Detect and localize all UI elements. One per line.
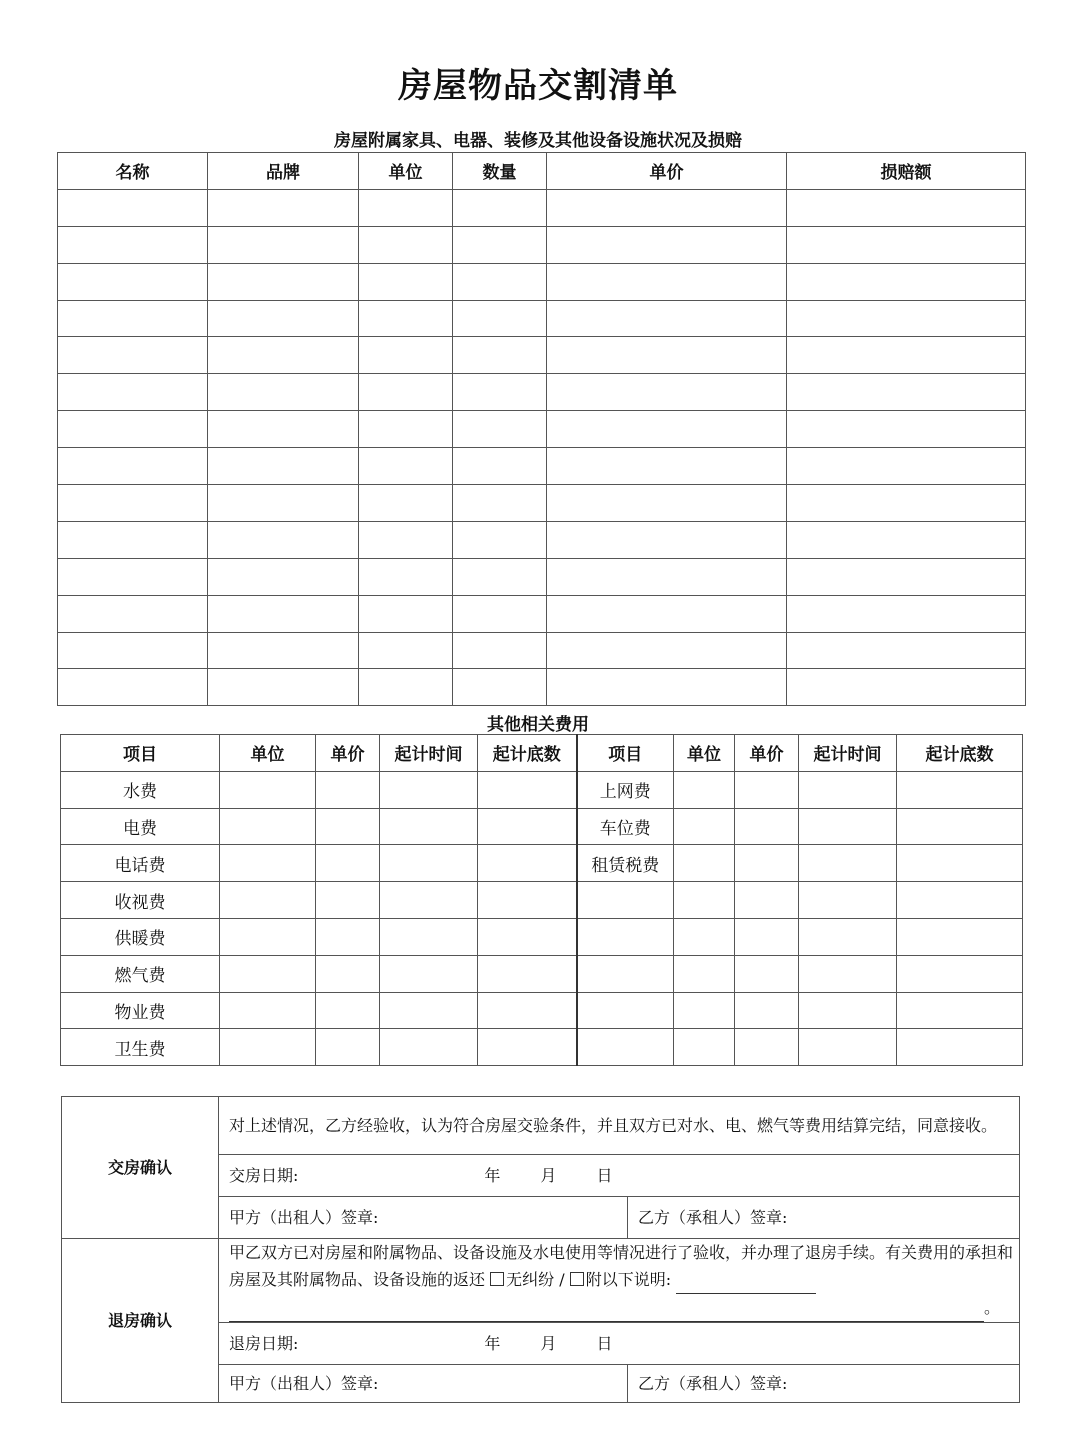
table-cell[interactable] bbox=[547, 374, 787, 411]
table-cell[interactable] bbox=[359, 595, 453, 632]
table-cell[interactable] bbox=[453, 595, 547, 632]
fee-cell[interactable] bbox=[220, 771, 316, 808]
table-cell[interactable] bbox=[547, 411, 787, 448]
handover-party-a-sign: 甲方（出租人）签章: bbox=[219, 1197, 628, 1239]
table-row bbox=[58, 263, 1026, 300]
table-cell[interactable] bbox=[453, 448, 547, 485]
fee-item-label-right: 租赁税费 bbox=[577, 845, 674, 882]
table-cell[interactable] bbox=[58, 595, 208, 632]
table-row bbox=[58, 521, 1026, 558]
return-statement-text: 甲乙双方已对房屋和附属物品、设备设施及水电使用等情况进行了验收，并办理了退房手续。有关费用的承担和房屋及其附属物品、设备设施的返还 bbox=[229, 1243, 1014, 1289]
fee-cell[interactable] bbox=[897, 882, 1023, 919]
table-cell[interactable] bbox=[208, 669, 359, 706]
fees-header-start-time-2: 起计时间 bbox=[799, 735, 897, 772]
table-cell[interactable] bbox=[787, 189, 1026, 226]
return-date-label: 退房日期: bbox=[229, 1334, 299, 1353]
fee-item-label-right bbox=[577, 882, 674, 919]
fee-cell[interactable] bbox=[674, 882, 735, 919]
fee-cell[interactable] bbox=[799, 882, 897, 919]
return-party-a-sign: 甲方（出租人）签章: bbox=[219, 1365, 628, 1403]
fee-cell[interactable] bbox=[799, 808, 897, 845]
fees-header-row bbox=[61, 735, 1023, 772]
fee-cell[interactable] bbox=[897, 1029, 1023, 1066]
table-cell[interactable] bbox=[359, 632, 453, 669]
note-blank-line[interactable] bbox=[676, 1266, 816, 1294]
table-cell[interactable] bbox=[453, 485, 547, 522]
table-cell[interactable] bbox=[787, 521, 1026, 558]
fee-cell[interactable] bbox=[380, 992, 478, 1029]
fee-cell[interactable] bbox=[897, 771, 1023, 808]
table-cell[interactable] bbox=[208, 411, 359, 448]
table-cell[interactable] bbox=[787, 485, 1026, 522]
return-statement bbox=[219, 1239, 1020, 1323]
handover-date-label: 交房日期: bbox=[229, 1166, 299, 1185]
fee-cell[interactable] bbox=[478, 992, 577, 1029]
fee-item-label-right bbox=[577, 955, 674, 992]
table-row bbox=[58, 632, 1026, 669]
fee-cell[interactable] bbox=[674, 918, 735, 955]
fee-cell[interactable] bbox=[735, 845, 799, 882]
table-row bbox=[58, 411, 1026, 448]
table-cell[interactable] bbox=[58, 632, 208, 669]
fee-cell[interactable] bbox=[220, 955, 316, 992]
table-row bbox=[58, 189, 1026, 226]
fee-cell[interactable] bbox=[380, 955, 478, 992]
table-cell[interactable] bbox=[359, 263, 453, 300]
fee-cell[interactable] bbox=[478, 882, 577, 919]
table-cell[interactable] bbox=[359, 300, 453, 337]
fees-table bbox=[60, 734, 1023, 1066]
fees-header-price-2: 单价 bbox=[735, 735, 799, 772]
fee-cell[interactable] bbox=[316, 771, 380, 808]
table-row bbox=[58, 669, 1026, 706]
fee-cell[interactable] bbox=[674, 992, 735, 1029]
fee-cell[interactable] bbox=[735, 918, 799, 955]
table-cell[interactable] bbox=[453, 263, 547, 300]
fee-cell[interactable] bbox=[316, 882, 380, 919]
table-cell[interactable] bbox=[787, 374, 1026, 411]
table-cell[interactable] bbox=[359, 485, 453, 522]
table-row bbox=[58, 374, 1026, 411]
fees-row bbox=[61, 1029, 1023, 1066]
fees-row bbox=[61, 882, 1023, 919]
table-row bbox=[58, 300, 1026, 337]
fee-cell[interactable] bbox=[316, 955, 380, 992]
fee-cell[interactable] bbox=[220, 882, 316, 919]
table-cell[interactable] bbox=[547, 669, 787, 706]
table-cell[interactable] bbox=[787, 337, 1026, 374]
fee-cell[interactable] bbox=[316, 918, 380, 955]
header-quantity: 数量 bbox=[453, 153, 547, 190]
table-row bbox=[58, 485, 1026, 522]
table-cell[interactable] bbox=[208, 374, 359, 411]
handover-statement: 对上述情况，乙方经验收，认为符合房屋交验条件，并且双方已对水、电、燃气等费用结算完结，同意接收。 bbox=[219, 1097, 1020, 1155]
fee-item-label-right: 上网费 bbox=[577, 771, 674, 808]
fee-cell[interactable] bbox=[674, 845, 735, 882]
table-cell[interactable] bbox=[359, 374, 453, 411]
fee-cell[interactable] bbox=[674, 955, 735, 992]
fee-item-label-right bbox=[577, 992, 674, 1029]
table-cell[interactable] bbox=[547, 521, 787, 558]
fee-cell[interactable] bbox=[799, 955, 897, 992]
fee-cell[interactable] bbox=[897, 808, 1023, 845]
fee-item-label-right bbox=[577, 918, 674, 955]
fee-cell[interactable] bbox=[735, 882, 799, 919]
fee-item-label: 卫生费 bbox=[61, 1029, 220, 1066]
table-cell[interactable] bbox=[208, 226, 359, 263]
note-blank-line-2[interactable] bbox=[229, 1294, 984, 1322]
fee-item-label: 收视费 bbox=[61, 882, 220, 919]
fee-cell[interactable] bbox=[380, 808, 478, 845]
fee-cell[interactable] bbox=[799, 845, 897, 882]
fee-cell[interactable] bbox=[478, 918, 577, 955]
table-cell[interactable] bbox=[547, 300, 787, 337]
table-cell[interactable] bbox=[453, 632, 547, 669]
handover-date-row bbox=[219, 1155, 1020, 1197]
table-cell[interactable] bbox=[787, 669, 1026, 706]
table-cell[interactable] bbox=[547, 485, 787, 522]
table-cell[interactable] bbox=[787, 263, 1026, 300]
fee-cell[interactable] bbox=[316, 992, 380, 1029]
table-cell[interactable] bbox=[58, 669, 208, 706]
return-period: 。 bbox=[984, 1298, 1001, 1317]
fee-cell[interactable] bbox=[220, 845, 316, 882]
table-cell[interactable] bbox=[208, 263, 359, 300]
table-cell[interactable] bbox=[359, 448, 453, 485]
fees-header-item-2: 项目 bbox=[577, 735, 674, 772]
table-cell[interactable] bbox=[58, 448, 208, 485]
table-cell[interactable] bbox=[58, 374, 208, 411]
fee-item-label-right bbox=[577, 1029, 674, 1066]
table-cell[interactable] bbox=[547, 337, 787, 374]
table-header-row bbox=[58, 153, 1026, 190]
table-cell[interactable] bbox=[453, 189, 547, 226]
fees-row bbox=[61, 955, 1023, 992]
fees-header-unit: 单位 bbox=[220, 735, 316, 772]
table-cell[interactable] bbox=[359, 521, 453, 558]
handover-label: 交房确认 bbox=[62, 1097, 219, 1239]
note-label: 附以下说明: bbox=[585, 1270, 672, 1289]
table-cell[interactable] bbox=[453, 226, 547, 263]
fees-header-start-reading-2: 起计底数 bbox=[897, 735, 1023, 772]
fee-cell[interactable] bbox=[380, 1029, 478, 1066]
table-cell[interactable] bbox=[787, 595, 1026, 632]
fee-cell[interactable] bbox=[897, 955, 1023, 992]
fees-header-price: 单价 bbox=[316, 735, 380, 772]
table-row bbox=[58, 595, 1026, 632]
fee-cell[interactable] bbox=[735, 771, 799, 808]
fee-cell[interactable] bbox=[799, 992, 897, 1029]
return-month: 月 bbox=[540, 1334, 557, 1353]
fee-cell[interactable] bbox=[220, 808, 316, 845]
table-cell[interactable] bbox=[208, 337, 359, 374]
fee-cell[interactable] bbox=[380, 845, 478, 882]
fee-item-label: 电话费 bbox=[61, 845, 220, 882]
fee-cell[interactable] bbox=[220, 1029, 316, 1066]
table-cell[interactable] bbox=[359, 558, 453, 595]
table-cell[interactable] bbox=[58, 411, 208, 448]
table-cell[interactable] bbox=[787, 300, 1026, 337]
fee-cell[interactable] bbox=[897, 845, 1023, 882]
option-separator: / bbox=[559, 1270, 565, 1289]
fees-row bbox=[61, 845, 1023, 882]
table-cell[interactable] bbox=[547, 632, 787, 669]
table-cell[interactable] bbox=[359, 189, 453, 226]
fee-cell[interactable] bbox=[380, 918, 478, 955]
table-cell[interactable] bbox=[453, 411, 547, 448]
table-cell[interactable] bbox=[453, 300, 547, 337]
header-unit: 单位 bbox=[359, 153, 453, 190]
handover-day: 日 bbox=[596, 1166, 613, 1185]
fee-cell[interactable] bbox=[380, 882, 478, 919]
confirmation-table bbox=[61, 1096, 1020, 1403]
table-cell[interactable] bbox=[208, 485, 359, 522]
fee-item-label-right: 车位费 bbox=[577, 808, 674, 845]
fee-cell[interactable] bbox=[735, 992, 799, 1029]
fees-row bbox=[61, 992, 1023, 1029]
table-cell[interactable] bbox=[208, 632, 359, 669]
table-cell[interactable] bbox=[547, 595, 787, 632]
furniture-table bbox=[57, 152, 1026, 706]
return-label: 退房确认 bbox=[62, 1239, 219, 1403]
return-day: 日 bbox=[596, 1334, 613, 1353]
fee-cell[interactable] bbox=[478, 955, 577, 992]
fee-item-label: 供暖费 bbox=[61, 918, 220, 955]
no-dispute-checkbox[interactable] bbox=[490, 1272, 504, 1286]
fees-row bbox=[61, 771, 1023, 808]
table-cell[interactable] bbox=[547, 189, 787, 226]
fee-cell[interactable] bbox=[316, 845, 380, 882]
table-cell[interactable] bbox=[208, 521, 359, 558]
fee-item-label: 物业费 bbox=[61, 992, 220, 1029]
table-cell[interactable] bbox=[547, 448, 787, 485]
table-cell[interactable] bbox=[208, 595, 359, 632]
table-cell[interactable] bbox=[58, 337, 208, 374]
fees-header-start-reading: 起计底数 bbox=[478, 735, 577, 772]
fee-cell[interactable] bbox=[897, 992, 1023, 1029]
table-row bbox=[58, 448, 1026, 485]
table-cell[interactable] bbox=[359, 411, 453, 448]
table-cell[interactable] bbox=[58, 263, 208, 300]
table-row bbox=[58, 226, 1026, 263]
fee-item-label: 水费 bbox=[61, 771, 220, 808]
fees-row bbox=[61, 808, 1023, 845]
fee-cell[interactable] bbox=[478, 1029, 577, 1066]
table-cell[interactable] bbox=[58, 485, 208, 522]
fee-cell[interactable] bbox=[316, 1029, 380, 1066]
fee-cell[interactable] bbox=[735, 808, 799, 845]
table-cell[interactable] bbox=[208, 300, 359, 337]
table-cell[interactable] bbox=[453, 521, 547, 558]
fee-cell[interactable] bbox=[478, 808, 577, 845]
return-party-b-sign: 乙方（承租人）签章: bbox=[628, 1365, 1020, 1403]
fee-cell[interactable] bbox=[220, 992, 316, 1029]
fee-cell[interactable] bbox=[735, 955, 799, 992]
fees-header-item: 项目 bbox=[61, 735, 220, 772]
table-cell[interactable] bbox=[787, 226, 1026, 263]
fee-cell[interactable] bbox=[799, 1029, 897, 1066]
table-cell[interactable] bbox=[359, 669, 453, 706]
table-cell[interactable] bbox=[208, 448, 359, 485]
header-name: 名称 bbox=[58, 153, 208, 190]
fee-item-label: 电费 bbox=[61, 808, 220, 845]
fee-cell[interactable] bbox=[897, 918, 1023, 955]
header-unit-price: 单价 bbox=[547, 153, 787, 190]
fee-cell[interactable] bbox=[478, 845, 577, 882]
note-checkbox[interactable] bbox=[570, 1272, 584, 1286]
table-cell[interactable] bbox=[359, 226, 453, 263]
table-cell[interactable] bbox=[787, 411, 1026, 448]
table-cell[interactable] bbox=[58, 521, 208, 558]
fee-cell[interactable] bbox=[316, 808, 380, 845]
table-cell[interactable] bbox=[547, 263, 787, 300]
fee-cell[interactable] bbox=[735, 1029, 799, 1066]
table-cell[interactable] bbox=[453, 669, 547, 706]
table-cell[interactable] bbox=[58, 300, 208, 337]
section1-title: 房屋附属家具、电器、装修及其他设备设施状况及损赔 bbox=[334, 131, 742, 151]
table-cell[interactable] bbox=[453, 374, 547, 411]
header-damage: 损赔额 bbox=[787, 153, 1026, 190]
table-cell[interactable] bbox=[547, 226, 787, 263]
fee-cell[interactable] bbox=[478, 771, 577, 808]
page-title: 房屋物品交割清单 bbox=[398, 66, 678, 106]
fees-header-unit-2: 单位 bbox=[674, 735, 735, 772]
table-cell[interactable] bbox=[787, 558, 1026, 595]
fee-cell[interactable] bbox=[674, 771, 735, 808]
no-dispute-label: 无纠纷 bbox=[506, 1270, 555, 1289]
table-cell[interactable] bbox=[453, 337, 547, 374]
handover-year: 年 bbox=[484, 1166, 501, 1185]
handover-month: 月 bbox=[540, 1166, 557, 1185]
fee-cell[interactable] bbox=[799, 918, 897, 955]
section2-title: 其他相关费用 bbox=[487, 715, 589, 735]
table-cell[interactable] bbox=[787, 632, 1026, 669]
fee-cell[interactable] bbox=[674, 808, 735, 845]
return-date-row bbox=[219, 1323, 1020, 1365]
fee-cell[interactable] bbox=[674, 1029, 735, 1066]
table-row bbox=[58, 558, 1026, 595]
fee-cell[interactable] bbox=[799, 771, 897, 808]
table-cell[interactable] bbox=[58, 226, 208, 263]
table-cell[interactable] bbox=[58, 189, 208, 226]
table-cell[interactable] bbox=[58, 558, 208, 595]
handover-party-b-sign: 乙方（承租人）签章: bbox=[628, 1197, 1020, 1239]
header-brand: 品牌 bbox=[208, 153, 359, 190]
fees-row bbox=[61, 918, 1023, 955]
return-year: 年 bbox=[484, 1334, 501, 1353]
table-row bbox=[58, 337, 1026, 374]
table-cell[interactable] bbox=[208, 189, 359, 226]
table-cell[interactable] bbox=[453, 558, 547, 595]
table-cell[interactable] bbox=[547, 558, 787, 595]
table-cell[interactable] bbox=[359, 337, 453, 374]
fee-item-label: 燃气费 bbox=[61, 955, 220, 992]
fees-header-start-time: 起计时间 bbox=[380, 735, 478, 772]
fee-cell[interactable] bbox=[220, 918, 316, 955]
table-cell[interactable] bbox=[208, 558, 359, 595]
fee-cell[interactable] bbox=[380, 771, 478, 808]
table-cell[interactable] bbox=[787, 448, 1026, 485]
